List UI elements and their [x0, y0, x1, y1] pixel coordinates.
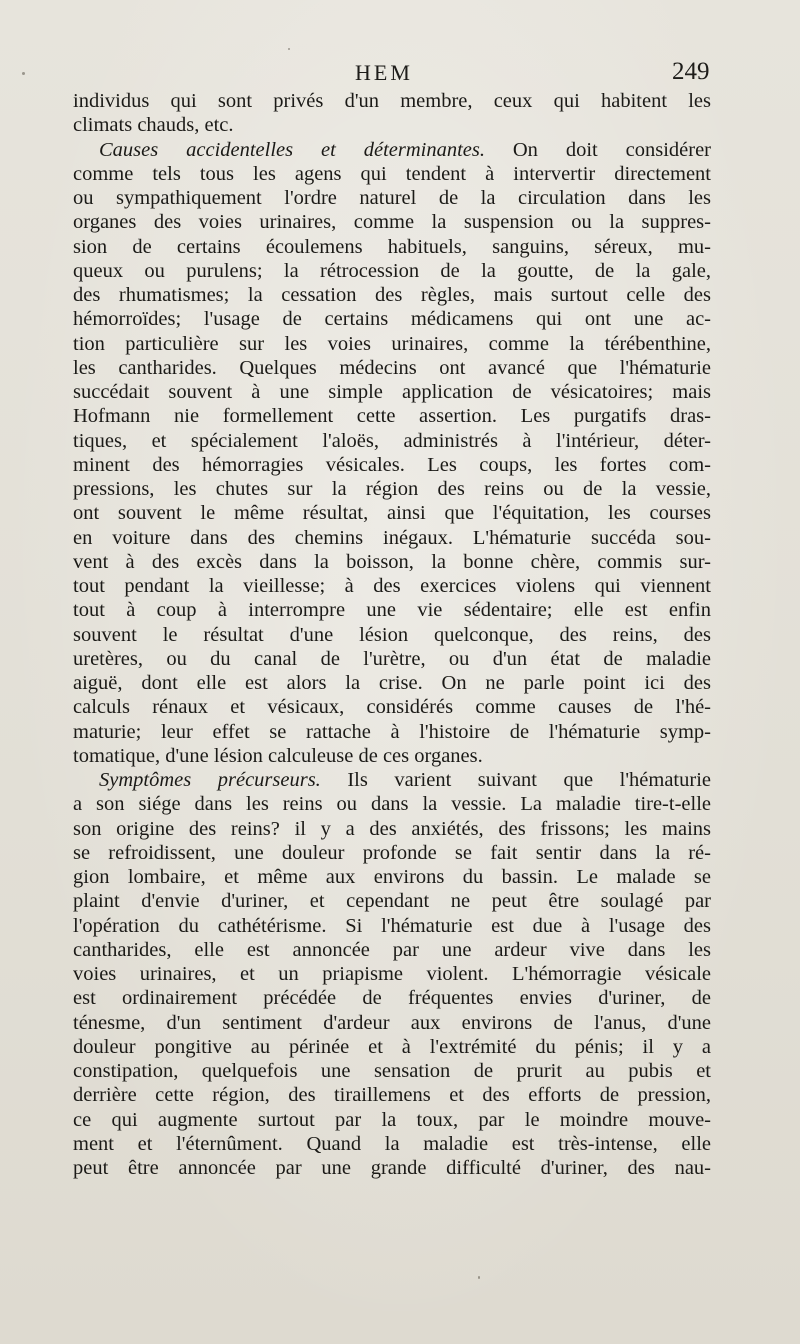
text-line: Hofmann nie formellement cette assertion. Les purgatifs dras- [73, 405, 711, 428]
text-line: ont souvent le même résultat, ainsi que l'équitation, les courses [73, 502, 711, 525]
paper-speck [22, 72, 25, 75]
text-line: succédait souvent à une simple application de vésicatoires; mais [73, 381, 711, 403]
text-line: l'opération du cathétérisme. Si l'hématurie est due à l'usage des [73, 914, 711, 937]
text-line: tion particulière sur les voies urinaires, comme la térébenthine, [73, 332, 711, 355]
text-line: individus qui sont privés d'un membre, ceux qui habitent les [73, 90, 711, 112]
text-line: climats chauds, etc. [73, 114, 234, 137]
text-line: organes des voies urinaires, comme la suspension ou la suppres- [73, 211, 711, 234]
text-line: queux ou purulens; la rétrocession de la goutte, de la gale, [73, 259, 711, 282]
paper-speck [478, 1276, 480, 1279]
text-line: ou sympathiquement l'ordre naturel de la circulation dans les [73, 187, 711, 209]
text-line: les cantharides. Quelques médecins ont avancé que l'hématurie [73, 356, 711, 379]
text-line: des rhumatismes; la cessation des règles, mais surtout celle des [73, 284, 711, 306]
heading-causes-italic: Causes accidentelles et déterminantes. [99, 138, 485, 161]
text-line: cantharides, elle est annoncée par une ardeur vive dans les [73, 938, 711, 961]
text-line: tiques, et spécialement l'aloës, administrés à l'intérieur, déter- [73, 429, 711, 452]
text-line: se refroidissent, une douleur profonde se fait sentir dans la ré- [73, 841, 711, 864]
text-line: pressions, les chutes sur la région des reins ou de la vessie, [73, 478, 711, 500]
text-line: son origine des reins? il y a des anxiétés, des frissons; les mains [73, 817, 711, 840]
text-line: constipation, quelquefois une sensation de prurit au pubis et [73, 1060, 711, 1082]
text-line: voies urinaires, et un priapisme violent. L'hémorragie vésicale [73, 963, 711, 985]
text-line: ténesme, d'un sentiment d'ardeur aux environs de l'anus, d'une [73, 1011, 711, 1034]
text-line: tomatique, d'une lésion calculeuse de ces organes. [73, 744, 483, 767]
page-number: 249 [672, 58, 710, 85]
text-line: sion de certains écoulemens habituels, sanguins, séreux, mu- [73, 235, 711, 258]
text-line: ment et l'éternûment. Quand la maladie est très-intense, elle [73, 1132, 711, 1155]
text-line: a son siége dans les reins ou dans la vessie. La maladie tire-t-elle [73, 793, 711, 816]
text-line: vent à des excès dans la boisson, la bonne chère, commis sur- [73, 550, 711, 573]
section-heading-causes [73, 138, 711, 162]
text-line: uretères, ou du canal de l'urètre, ou d'un état de maladie [73, 647, 711, 670]
heading-symptomes-italic: Symptômes précurseurs. [99, 769, 321, 791]
text-line: gion lombaire, et même aux environs du bassin. Le malade se [73, 866, 711, 888]
body-text [73, 89, 711, 1180]
paper-speck [288, 48, 290, 50]
running-head [0, 58, 800, 90]
heading-causes-rest: On doit considérer [484, 138, 711, 161]
text-line: aiguë, dont elle est alors la crise. On ne parle point ici des [73, 672, 711, 694]
text-line: maturie; leur effet se rattache à l'histoire de l'hématurie symp- [73, 720, 711, 743]
text-line: comme tels tous les agens qui tendent à intervertir directement [73, 162, 711, 185]
text-line: derrière cette région, des tiraillemens et des efforts de pression, [73, 1084, 711, 1107]
text-line: minent des hémorragies vésicales. Les coups, les fortes com- [73, 453, 711, 476]
text-line: en voiture dans des chemins inégaux. L'hématurie succéda sou- [73, 526, 711, 549]
text-line: calculs rénaux et vésicaux, considérés comme causes de l'hé- [73, 696, 711, 719]
text-line: est ordinairement précédée de fréquentes envies d'uriner, de [73, 987, 711, 1010]
header-title: HEM [355, 60, 413, 85]
text-line: tout à coup à interrompre une vie sédentaire; elle est enfin [73, 599, 711, 622]
text-line: souvent le résultat d'une lésion quelconque, des reins, des [73, 623, 711, 646]
text-line: peut être annoncée par une grande difficulté d'uriner, des nau- [73, 1157, 711, 1179]
text-line: hémorroïdes; l'usage de certains médicamens qui ont une ac- [73, 308, 711, 331]
heading-symptomes-rest: Ils varient suivant que l'hématurie [320, 769, 711, 791]
text-line: tout pendant la vieillesse; à des exercices violens qui viennent [73, 575, 711, 597]
text-line: plaint d'envie d'uriner, et cependant ne peut être soulagé par [73, 890, 711, 913]
text-line: douleur pongitive au périnée et à l'extrémité du pénis; il y a [73, 1035, 711, 1058]
text-line: ce qui augmente surtout par la toux, par le moindre mouve- [73, 1108, 711, 1131]
section-heading-symptomes [73, 768, 711, 792]
